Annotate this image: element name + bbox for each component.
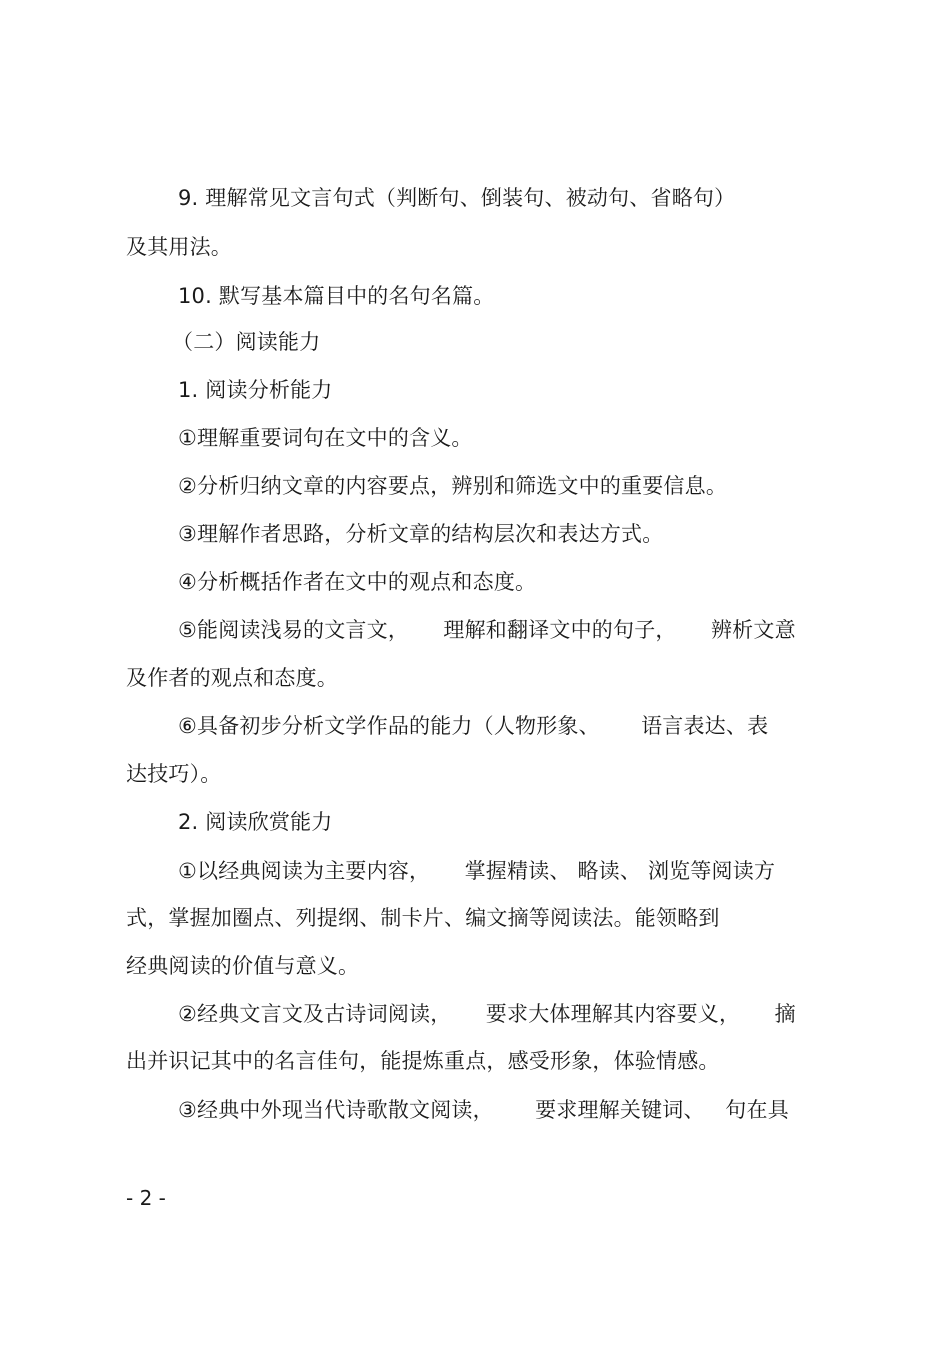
text-line-9: ④分析概括作者在文中的观点和态度。 xyxy=(178,570,537,594)
text-line-20: ③经典中外现当代诗歌散文阅读， 要求理解关键词、 句在具 xyxy=(178,1098,789,1122)
subsection-heading-2: 2. 阅读欣赏能力 xyxy=(178,810,333,834)
text-line-18: ②经典文言文及古诗词阅读， 要求大体理解其内容要义， 摘 xyxy=(178,1002,796,1026)
text-line-1: 9. 理解常见文言句式（判断句、倒装句、被动句、省略句） xyxy=(178,186,736,210)
text-line-7: ②分析归纳文章的内容要点，辨别和筛选文中的重要信息。 xyxy=(178,474,728,498)
text-line-15: ①以经典阅读为主要内容， 掌握精读、 略读、 浏览等阅读方 xyxy=(178,859,776,883)
text-line-3: 10. 默写基本篇目中的名句名篇。 xyxy=(178,284,495,308)
text-line-2: 及其用法。 xyxy=(126,235,232,259)
section-heading: （二）阅读能力 xyxy=(172,330,321,354)
text-line-17: 经典阅读的价值与意义。 xyxy=(126,954,360,978)
text-line-8: ③理解作者思路，分析文章的结构层次和表达方式。 xyxy=(178,522,664,546)
text-line-6: ①理解重要词句在文中的含义。 xyxy=(178,426,473,450)
text-line-10: ⑤能阅读浅易的文言文， 理解和翻译文中的句子， 辨析文意 xyxy=(178,618,796,642)
page-number: - 2 - xyxy=(126,1186,166,1210)
text-line-19: 出并识记其中的名言佳句，能提炼重点，感受形象，体验情感。 xyxy=(126,1049,720,1073)
text-line-13: 达技巧）。 xyxy=(126,762,222,786)
text-line-16: 式，掌握加圈点、列提纲、制卡片、编文摘等阅读法。能领略到 xyxy=(126,906,720,930)
text-line-11: 及作者的观点和态度。 xyxy=(126,666,338,690)
subsection-heading-1: 1. 阅读分析能力 xyxy=(178,378,333,402)
text-line-12: ⑥具备初步分析文学作品的能力（人物形象、 语言表达、表 xyxy=(178,714,769,738)
